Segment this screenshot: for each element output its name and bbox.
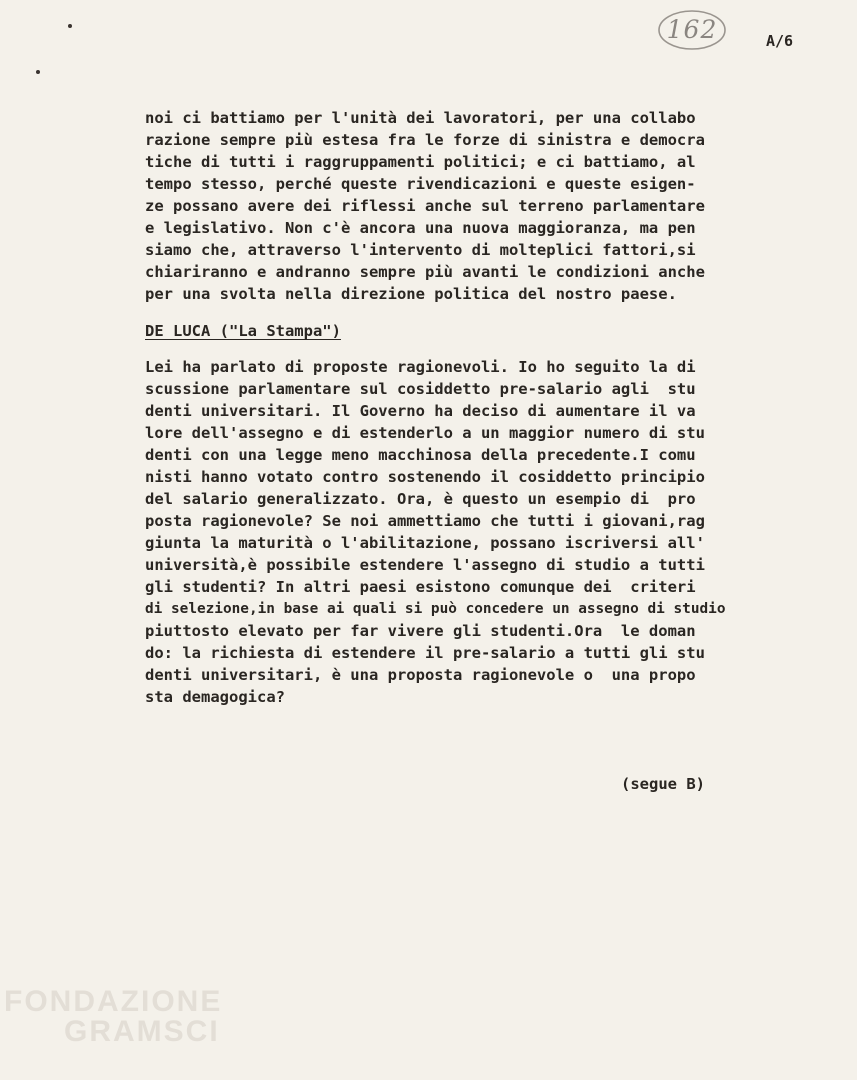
text-line: del salario generalizzato. Ora, è questo un esempio di pro — [145, 490, 696, 508]
text-line: per una svolta nella direzione politica del nostro paese. — [145, 285, 677, 303]
text-line: di selezione,in base ai quali si può concedere un assegno di studio — [145, 601, 726, 617]
text-line: denti universitari, è una proposta ragionevole o una propo — [145, 666, 696, 684]
text-line: razione sempre più estesa fra le forze di sinistra e democra — [145, 131, 705, 149]
watermark-logo — [4, 985, 222, 1049]
page-number: 162 — [666, 15, 718, 44]
text-line: Lei ha parlato di proposte ragionevoli. Io ho seguito la di — [145, 358, 696, 376]
margin-mark — [36, 70, 40, 74]
text-line: do: la richiesta di estendere il pre-salario a tutti gli stu — [145, 644, 705, 662]
text-line: noi ci battiamo per l'unità dei lavoratori, per una collabo — [145, 109, 696, 127]
text-line: gli studenti? In altri paesi esistono comunque dei criteri — [145, 578, 696, 596]
text-line: nisti hanno votato contro sostenendo il cosiddetto principio — [145, 468, 705, 486]
watermark-text: GRAMSCI — [64, 1015, 220, 1048]
text-line: lore dell'assegno e di estenderlo a un maggior numero di stu — [145, 424, 705, 442]
page-number-stamp — [656, 8, 728, 52]
text-line: giunta la maturità o l'abilitazione, possano iscriversi all' — [145, 534, 705, 552]
continuation-note: (segue B) — [621, 775, 705, 793]
text-line: e legislativo. Non c'è ancora una nuova maggioranza, ma pen — [145, 219, 696, 237]
margin-mark — [68, 24, 72, 28]
text-line: piuttosto elevato per far vivere gli studenti.Ora le doman — [145, 622, 696, 640]
text-line: siamo che, attraverso l'intervento di molteplici fattori,si — [145, 241, 696, 259]
text-line: posta ragionevole? Se noi ammettiamo che tutti i giovani,rag — [145, 512, 705, 530]
text-line: università,è possibile estendere l'assegno di studio a tutti — [145, 556, 705, 574]
text-line: denti universitari. Il Governo ha deciso di aumentare il va — [145, 402, 696, 420]
reference-code: A/6 — [766, 32, 794, 50]
text-line: tempo stesso, perché queste rivendicazioni e queste esigen- — [145, 175, 696, 193]
speaker-heading: DE LUCA ("La Stampa") — [145, 322, 341, 340]
text-line: denti con una legge meno macchinosa della precedente.I comu — [145, 446, 696, 464]
paragraph-question — [145, 356, 810, 708]
text-line: sta demagogica? — [145, 688, 285, 706]
text-line: chiariranno e andranno sempre più avanti le condizioni anche — [145, 263, 705, 281]
text-line: ze possano avere dei riflessi anche sul terreno parlamentare — [145, 197, 705, 215]
text-line: scussione parlamentare sul cosiddetto pre-salario agli stu — [145, 380, 696, 398]
text-line: tiche di tutti i raggruppamenti politici; e ci battiamo, al — [145, 153, 696, 171]
paragraph-answer — [145, 107, 810, 305]
watermark-text: FONDAZIONE — [4, 985, 223, 1018]
